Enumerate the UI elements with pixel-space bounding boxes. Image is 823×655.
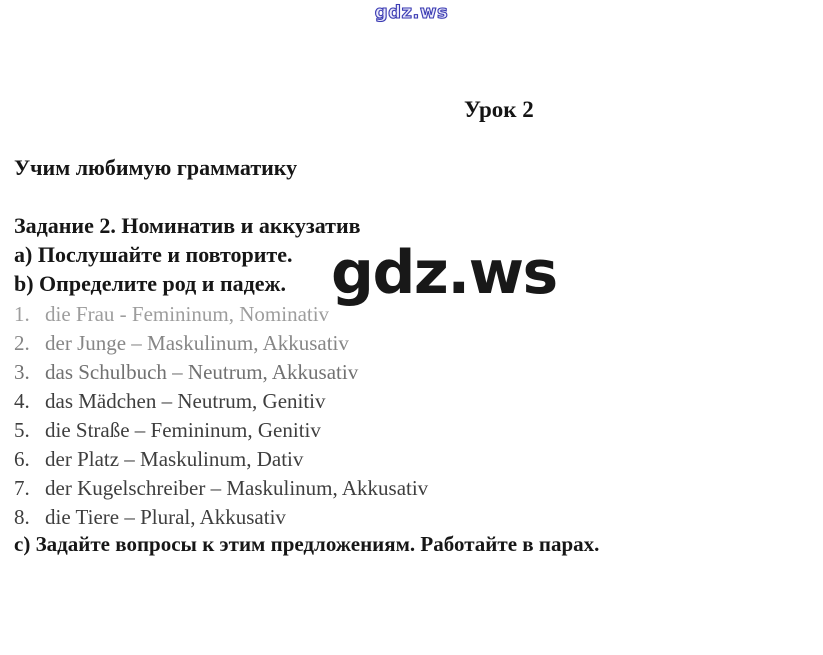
- answer-item-4: [14, 389, 326, 414]
- answer-text: das Mädchen – Neutrum, Genitiv: [45, 389, 326, 413]
- answer-number: 5.: [14, 418, 30, 442]
- answer-text: die Tiere – Plural, Akkusativ: [45, 505, 286, 529]
- answer-number: 1.: [14, 302, 30, 326]
- watermark-text: gdz.ws: [331, 238, 557, 308]
- answer-text: die Straße – Femininum, Genitiv: [45, 418, 321, 442]
- answer-number: 3.: [14, 360, 30, 384]
- answer-text: der Junge – Maskulinum, Akkusativ: [45, 331, 349, 355]
- answer-item-5: [14, 418, 321, 443]
- lesson-title: Урок 2: [464, 97, 534, 122]
- task-part-c: c) Задайте вопросы к этим предложениям. Работайте в парах.: [14, 532, 600, 556]
- answer-number: 6.: [14, 447, 30, 471]
- answer-item-8: [14, 505, 286, 530]
- section-heading: Учим любимую грамматику: [14, 155, 298, 180]
- answer-number: 8.: [14, 505, 30, 529]
- task-part-a: a) Послушайте и повторите.: [14, 242, 293, 267]
- task-title: Задание 2. Номинатив и аккузатив: [14, 213, 361, 238]
- answer-item-2: [14, 331, 349, 356]
- answer-item-6: [14, 447, 303, 472]
- answer-item-1: [14, 302, 329, 327]
- task-part-b: b) Определите род и падеж.: [14, 271, 286, 296]
- answer-item-3: [14, 360, 358, 385]
- answer-number: 4.: [14, 389, 30, 413]
- site-logo: gdz.ws: [374, 2, 449, 23]
- answer-text: der Platz – Maskulinum, Dativ: [45, 447, 304, 471]
- answer-number: 7.: [14, 476, 30, 500]
- answer-text: der Kugelschreiber – Maskulinum, Akkusativ: [45, 476, 429, 500]
- answer-number: 2.: [14, 331, 30, 355]
- answer-item-7: [14, 476, 428, 501]
- answer-text: die Frau - Femininum, Nominativ: [45, 302, 330, 326]
- answer-text: das Schulbuch – Neutrum, Akkusativ: [45, 360, 359, 384]
